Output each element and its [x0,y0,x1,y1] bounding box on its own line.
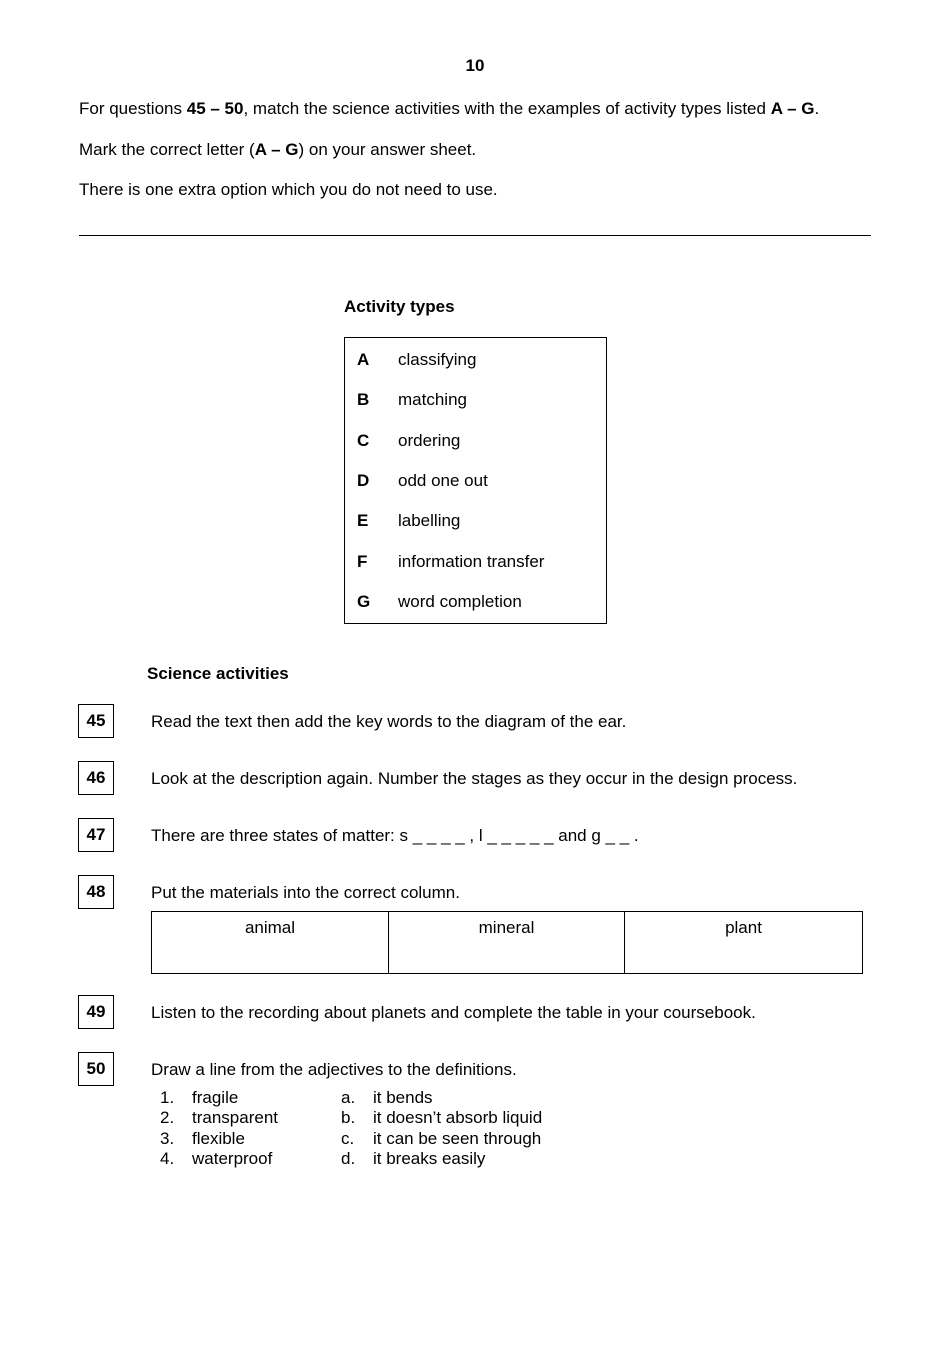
question-number-box: 50 [78,1052,114,1086]
activity-type-letter: F [357,552,368,571]
activity-types-heading: Activity types [344,297,455,316]
activity-type-e [345,511,606,535]
adjective-text: flexible [192,1129,245,1148]
definition-letter: a. [341,1088,356,1107]
activity-type-label: odd one out [398,471,488,490]
definition-text: it bends [373,1088,433,1107]
adjective-text: fragile [192,1088,239,1107]
question-number-box: 48 [78,875,114,909]
materials-column-plant: plant [624,912,862,973]
activity-type-label: information transfer [398,552,545,571]
activity-type-letter: G [357,592,371,611]
instruction-line-1 [79,99,819,119]
definition-letter: c. [341,1129,355,1148]
question-text: Draw a line from the adjectives to the definitions. [151,1060,517,1079]
question-number-box: 47 [78,818,114,852]
definition-letter: b. [341,1108,356,1127]
question-text: There are three states of matter: s _ _ _ _ , l _ _ _ _ _ and g _ _ . [151,826,639,845]
question-text: Read the text then add the key words to the diagram of the ear. [151,712,627,731]
adjective-number: 4. [160,1149,175,1168]
adjective-text: transparent [192,1108,278,1127]
letter-range: A – G [770,99,815,118]
activity-type-c [345,431,606,455]
activity-types-box [344,337,607,624]
question-text: Listen to the recording about planets and complete the table in your coursebook. [151,1003,756,1022]
activity-type-label: ordering [398,431,461,450]
adjective-number: 3. [160,1129,175,1148]
definition-letter: d. [341,1149,356,1168]
instruction-text: For questions [79,99,187,118]
activity-type-label: labelling [398,511,461,530]
definition-text: it can be seen through [373,1129,542,1148]
question-number-box: 46 [78,761,114,795]
science-activities-heading: Science activities [147,664,289,683]
materials-column-mineral: mineral [388,912,624,973]
activity-type-letter: C [357,431,370,450]
instruction-text: , match the science activities with the examples of activity types listed [243,99,771,118]
activity-type-letter: D [357,471,370,490]
activity-type-letter: A [357,350,370,369]
adjective-number: 1. [160,1088,175,1107]
definition-text: it breaks easily [373,1149,486,1168]
instruction-line-3: There is one extra option which you do not need to use. [79,180,498,199]
question-text: Put the materials into the correct column. [151,883,460,902]
question-number-box: 49 [78,995,114,1029]
activity-type-label: matching [398,390,467,409]
activity-type-d [345,471,606,495]
question-range: 45 – 50 [186,99,244,118]
instruction-text: ) on your answer sheet. [298,140,477,159]
materials-table [151,911,863,974]
activity-type-g [345,592,606,616]
question-text: Look at the description again. Number the stages as they occur in the design process. [151,769,798,788]
instruction-text: . [814,99,820,118]
adjective-text: waterproof [192,1149,273,1168]
divider-line [79,235,871,236]
activity-type-a [345,350,606,374]
activity-type-label: classifying [398,350,477,369]
activity-type-label: word completion [398,592,522,611]
activity-type-letter: B [357,390,370,409]
activity-type-b [345,390,606,414]
instruction-line-2 [79,140,476,160]
activity-type-f [345,552,606,576]
letter-range: A – G [254,140,299,159]
definition-text: it doesn’t absorb liquid [373,1108,543,1127]
page-number: 10 [465,56,485,75]
activity-type-letter: E [357,511,369,530]
instruction-text: Mark the correct letter ( [79,140,255,159]
question-number-box: 45 [78,704,114,738]
materials-column-animal: animal [244,918,296,937]
adjective-number: 2. [160,1108,175,1127]
